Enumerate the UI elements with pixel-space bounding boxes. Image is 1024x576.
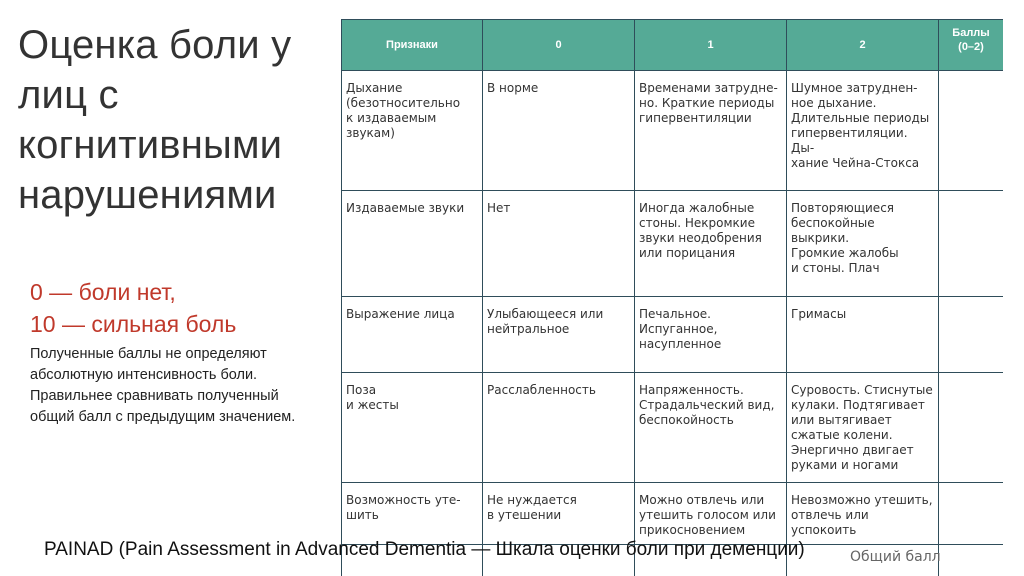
row-score-1: Временами затрудне- но. Краткие периоды гипервентиляции bbox=[635, 71, 787, 191]
header-score-0: 0 bbox=[483, 20, 635, 71]
row-sign: Поза и жесты bbox=[342, 373, 483, 483]
painad-table-container bbox=[341, 19, 1003, 576]
row-sign: Дыхание (безотносительно к издаваемым звукам) bbox=[342, 71, 483, 191]
scale-high-text: 10 — сильная боль bbox=[30, 311, 237, 337]
row-score-0: Не нуждается в утешении bbox=[483, 483, 635, 545]
row-score-2: Гримасы bbox=[787, 297, 939, 373]
row-score-1: Напряженность. Страдальческий вид, беспокойность bbox=[635, 373, 787, 483]
table-row bbox=[342, 191, 1004, 297]
footer-caption: PAINAD (Pain Assessment in Advanced Dementia — Шкала оценки боли при деменции) bbox=[44, 539, 805, 560]
row-sign: Возможность уте- шить bbox=[342, 483, 483, 545]
painad-table bbox=[341, 19, 1003, 576]
row-score-1: Можно отвлечь или утешить голосом или прикосновением bbox=[635, 483, 787, 545]
header-score-1: 1 bbox=[635, 20, 787, 71]
table-row bbox=[342, 71, 1004, 191]
row-points bbox=[939, 297, 1004, 373]
row-score-2: Суровость. Стиснутые кулаки. Подтягивает или вытягивает сжатые колени. Энергично двигает руками и ногами bbox=[787, 373, 939, 483]
header-signs: Признаки bbox=[342, 20, 483, 71]
total-score-label: Общий балл bbox=[850, 549, 941, 565]
row-sign: Издаваемые звуки bbox=[342, 191, 483, 297]
scale-legend bbox=[30, 276, 320, 340]
row-score-0: Нет bbox=[483, 191, 635, 297]
row-score-0: В норме bbox=[483, 71, 635, 191]
row-score-1: Печальное. Испуганное, насупленное bbox=[635, 297, 787, 373]
header-points: Баллы (0–2) bbox=[939, 20, 1004, 71]
row-score-1: Иногда жалобные стоны. Некромкие звуки неодобрения или порицания bbox=[635, 191, 787, 297]
table-header-row bbox=[342, 20, 1004, 71]
slide-title: Оценка боли у лиц с когнитивными нарушениями bbox=[18, 23, 292, 217]
row-score-0: Улыбающееся или нейтральное bbox=[483, 297, 635, 373]
row-points bbox=[939, 373, 1004, 483]
table-row bbox=[342, 483, 1004, 545]
scale-low-text: 0 — боли нет, bbox=[30, 279, 176, 305]
row-sign: Выражение лица bbox=[342, 297, 483, 373]
note-text: Полученные баллы не определяют абсолютную интенсивность боли. Правильнее сравнивать полученный общий балл с предыдущим значением. bbox=[30, 346, 296, 425]
row-points bbox=[939, 191, 1004, 297]
row-score-2: Невозможно утешить, отвлечь или успокоить bbox=[787, 483, 939, 545]
table-row bbox=[342, 297, 1004, 373]
row-score-2: Повторяющиеся беспокойные выкрики. Громкие жалобы и стоны. Плач bbox=[787, 191, 939, 297]
row-points bbox=[939, 71, 1004, 191]
row-score-2: Шумное затруднен- ное дыхание. Длительные периоды гипервентиляции. Ды- хание Чейна-Стокса bbox=[787, 71, 939, 191]
header-score-2: 2 bbox=[787, 20, 939, 71]
row-points bbox=[939, 483, 1004, 545]
table-row bbox=[342, 373, 1004, 483]
row-score-0: Расслабленность bbox=[483, 373, 635, 483]
